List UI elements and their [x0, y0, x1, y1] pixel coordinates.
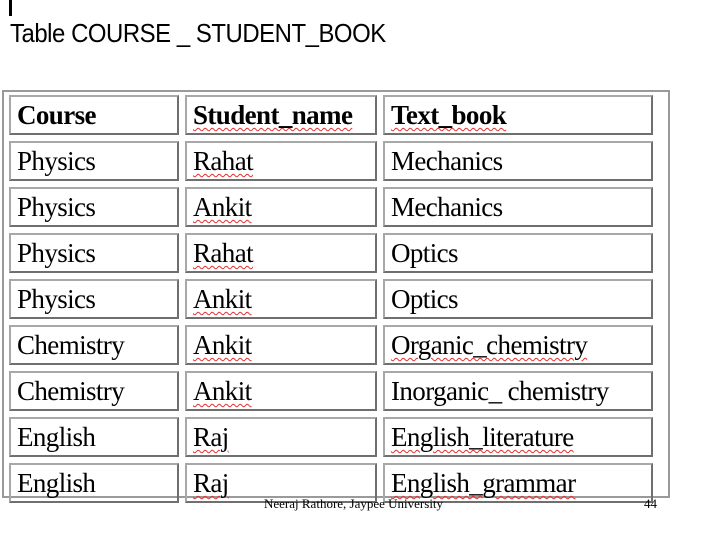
- cell-course: Physics: [9, 279, 179, 319]
- cell-student-name: Ankit: [185, 187, 377, 227]
- cell-text-book: English_grammar: [383, 463, 653, 503]
- cell-text-book: Optics: [383, 233, 653, 273]
- cell-text-book: Optics: [383, 279, 653, 319]
- cell-student-name: Rahat: [185, 233, 377, 273]
- text-cursor-mark: [9, 0, 12, 16]
- cell-course: Physics: [9, 233, 179, 273]
- table-row: [9, 371, 653, 411]
- footer-author: Neeraj Rathore, Jaypee University: [264, 496, 444, 511]
- table-row: [9, 279, 653, 319]
- cell-text-book: English_literature: [383, 417, 653, 457]
- table-row: [9, 417, 653, 457]
- cell-student-name: Raj: [185, 417, 377, 457]
- table-row: [9, 325, 653, 365]
- table-row: [9, 233, 653, 273]
- cell-text-book: Inorganic_ chemistry: [383, 371, 653, 411]
- header-course: Course: [9, 95, 179, 135]
- cell-course: English: [9, 417, 179, 457]
- header-text-book: Text_book: [383, 95, 653, 135]
- cell-course: English: [9, 463, 179, 503]
- cell-course: Physics: [9, 187, 179, 227]
- table-header-row: [9, 95, 653, 135]
- cell-text-book: Mechanics: [383, 141, 653, 181]
- page-number: 44: [644, 496, 657, 511]
- header-student-name: Student_name: [185, 95, 377, 135]
- table-container: [2, 90, 670, 498]
- cell-student-name: Ankit: [185, 325, 377, 365]
- cell-student-name: Raj: [185, 463, 377, 503]
- cell-student-name: Ankit: [185, 371, 377, 411]
- cell-text-book: Mechanics: [383, 187, 653, 227]
- cell-student-name: Ankit: [185, 279, 377, 319]
- cell-course: Chemistry: [9, 325, 179, 365]
- course-student-book-table: [3, 89, 659, 509]
- cell-text-book: Organic_chemistry: [383, 325, 653, 365]
- table-row: [9, 141, 653, 181]
- table-row: [9, 187, 653, 227]
- page-title: Table COURSE _ STUDENT_BOOK: [10, 18, 386, 48]
- cell-student-name: Rahat: [185, 141, 377, 181]
- cell-course: Chemistry: [9, 371, 179, 411]
- cell-course: Physics: [9, 141, 179, 181]
